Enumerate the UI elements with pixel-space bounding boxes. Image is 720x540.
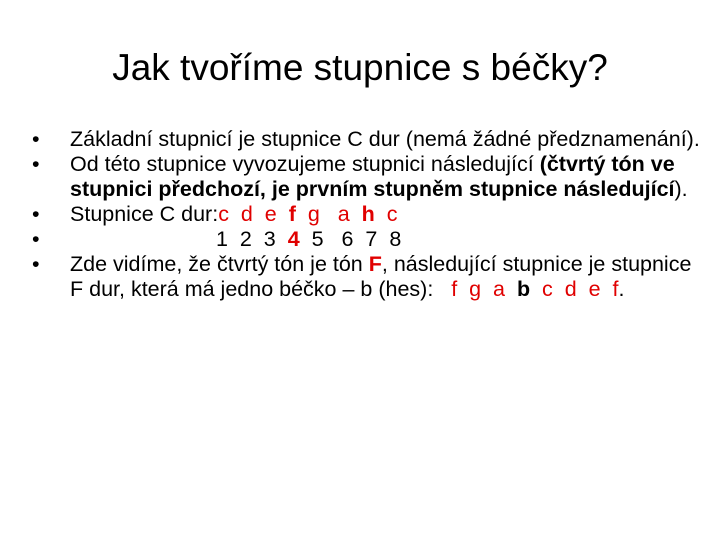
slide-title: Jak tvoříme stupnice s béčky?: [112, 47, 608, 88]
bullet-item-4: [30, 227, 700, 252]
fdur-note-b: b: [516, 277, 531, 301]
degree-numbers-2: 5 6 7 8: [299, 227, 402, 251]
bullet-item-5: [30, 252, 700, 302]
degree-number-4: 4: [287, 227, 300, 251]
scale-note-f: f: [288, 202, 296, 226]
bullet-text-2: Od této stupnice vyvozujeme stupnici následující: [70, 152, 534, 176]
bullet-text-2-close: ).: [674, 177, 688, 201]
bullet-dot-icon: •: [32, 152, 40, 176]
bullet-text-5b: , následující stupnice je stupnice F dur, která má jedno béčko – b (hes):: [70, 252, 692, 301]
bullet-text-1: Základní stupnicí je stupnice C dur (nemá žádné předznamenání).: [70, 127, 700, 151]
scale-label: Stupnice C dur:: [70, 202, 219, 226]
bullet-text-2-bold: (čtvrtý tón ve stupnici předchozí, je prvním stupněm stupnice následující: [70, 152, 675, 201]
bullet-item-1: [30, 127, 700, 152]
scale-notes-1: c d e: [218, 202, 289, 226]
bullet-dot-icon: •: [32, 227, 40, 251]
fdur-notes-2: c d e f: [530, 277, 619, 301]
note-F: F: [368, 252, 382, 276]
scale-notes-2: g a: [295, 202, 362, 226]
bullet-text-5a: Zde vidíme, že čtvrtý tón je tón: [70, 252, 369, 276]
bullet-item-3: [30, 202, 700, 227]
bullet-dot-icon: •: [32, 202, 40, 226]
bullet-dot-icon: •: [32, 252, 40, 276]
fdur-notes-1: f g a: [433, 277, 517, 301]
scale-note-h: h: [361, 202, 375, 226]
bullet-text-5-end: .: [618, 277, 625, 301]
scale-notes-3: c: [374, 202, 398, 226]
bullet-item-2: [30, 152, 700, 202]
bullet-list: [30, 127, 700, 302]
bullet-dot-icon: •: [32, 127, 40, 151]
degree-numbers-1: 1 2 3: [216, 227, 288, 251]
